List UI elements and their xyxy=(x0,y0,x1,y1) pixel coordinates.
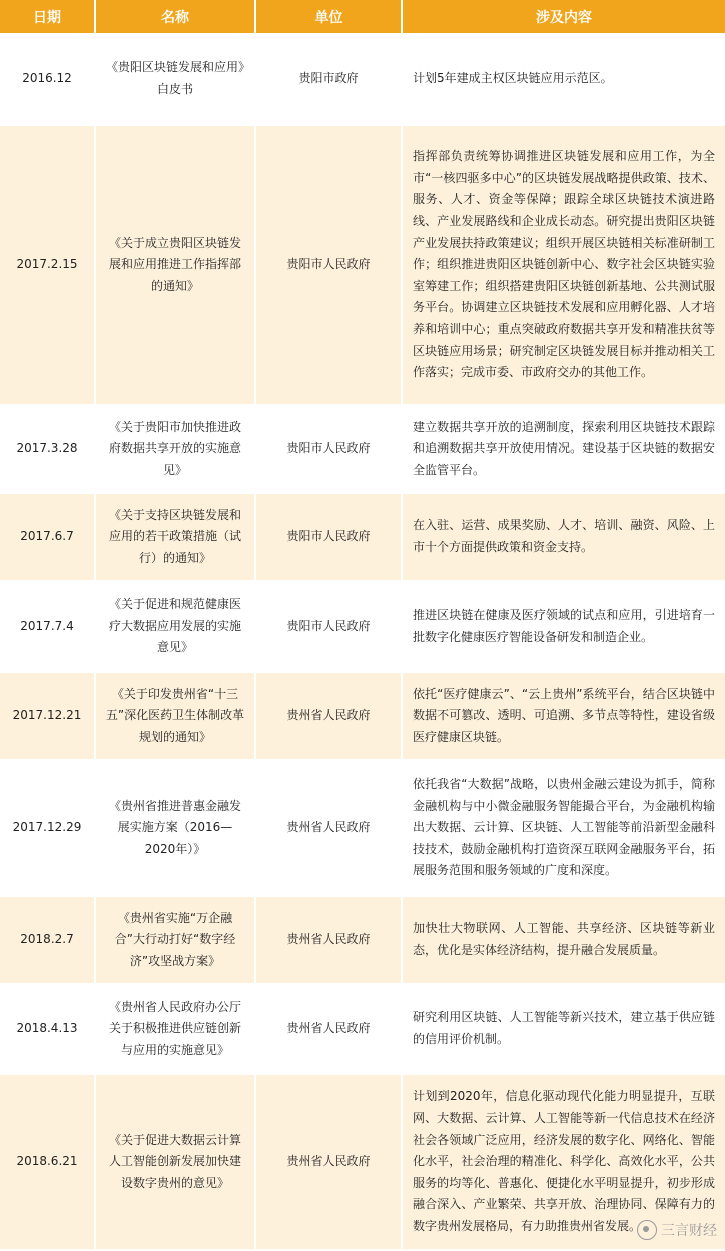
table-row xyxy=(0,581,725,672)
row-date: 2018.2.7 xyxy=(0,896,95,984)
row-name: 《关于成立贵阳区块链发展和应用推进工作指挥部的通知》 xyxy=(95,125,255,405)
header-date: 日期 xyxy=(0,0,95,33)
row-org: 贵州省人民政府 xyxy=(255,672,402,760)
row-org: 贵州省人民政府 xyxy=(255,896,402,984)
row-org: 贵阳市政府 xyxy=(255,33,402,125)
table-header xyxy=(0,0,725,33)
row-content: 计划5年建成主权区块链应用示范区。 xyxy=(402,33,725,125)
watermark xyxy=(637,1220,717,1240)
row-org: 贵阳市人民政府 xyxy=(255,125,402,405)
table-row xyxy=(0,125,725,405)
table-row xyxy=(0,33,725,125)
row-name: 《关于印发贵州省“十三五”深化医药卫生体制改革规划的通知》 xyxy=(95,672,255,760)
row-org: 贵州省人民政府 xyxy=(255,1074,402,1250)
row-date: 2017.3.28 xyxy=(0,405,95,493)
table-row xyxy=(0,405,725,493)
row-name: 《贵州省推进普惠金融发展实施方案（2016—2020年）》 xyxy=(95,760,255,896)
table-row xyxy=(0,984,725,1074)
table-row xyxy=(0,760,725,896)
row-content: 指挥部负责统筹协调推进区块链发展和应用工作，为全市“一核四驱多中心”的区块链发展战略提供政策、技术、服务、人才、资金等保障；跟踪全球区块链技术演进路线、产业发展路线和企业成长动态。研究提出贵阳区块链产业发展扶持政策建议；组织开展区块链相关标准研制工作；组织推进贵阳区块链创新中心、数字社会区块链实验室筹建工作；组织搭建贵阳区块链创新基地、公共测试服务平台。协调建立区块链技术发展和应用孵化器、人才培养和培训中心；重点突破政府数据共享开发和精准扶贫等区块链应用场景；研究制定区块链发展目标并推动相关工作落实；完成市委、市政府交办的其他工作。 xyxy=(402,125,725,405)
row-name: 《关于促进大数据云计算人工智能创新发展加快建设数字贵州的意见》 xyxy=(95,1074,255,1250)
header-org: 单位 xyxy=(255,0,402,33)
row-date: 2017.6.7 xyxy=(0,493,95,581)
table-row xyxy=(0,896,725,984)
row-date: 2017.2.15 xyxy=(0,125,95,405)
row-content: 推进区块链在健康及医疗领域的试点和应用，引进培育一批数字化健康医疗智能设备研发和制造企业。 xyxy=(402,581,725,672)
row-org: 贵阳市人民政府 xyxy=(255,581,402,672)
row-content: 研究利用区块链、人工智能等新兴技术，建立基于供应链的信用评价机制。 xyxy=(402,984,725,1074)
row-org: 贵阳市人民政府 xyxy=(255,493,402,581)
row-content: 加快壮大物联网、人工智能、共享经济、区块链等新业态，优化是实体经济结构，提升融合发展质量。 xyxy=(402,896,725,984)
row-content: 计划到2020年，信息化驱动现代化能力明显提升，互联网、大数据、云计算、人工智能等新一代信息技术在经济社会各领域广泛应用，经济发展的数字化、网络化、智能化水平，社会治理的精准化、科学化、高效化水平，公共服务的均等化、普惠化、便捷化水平明显提升，初步形成融合深入、产业繁荣、共享开放、治理协同、保障有力的数字贵州发展格局，有力助推贵州省发展。 xyxy=(402,1074,725,1250)
table-row xyxy=(0,493,725,581)
table-row xyxy=(0,672,725,760)
row-content: 依托“医疗健康云”、“云上贵州”系统平台，结合区块链中数据不可篡改、透明、可追溯、多节点等特性，建设省级医疗健康区块链。 xyxy=(402,672,725,760)
watermark-text: 三言财经 xyxy=(661,1223,717,1239)
row-name: 《关于贵阳市加快推进政府数据共享开放的实施意见》 xyxy=(95,405,255,493)
table-row xyxy=(0,1074,725,1250)
row-content: 依托我省“大数据”战略，以贵州金融云建设为抓手，简称金融机构与中小微金融服务智能撮合平台，为金融机构输出大数据、云计算、区块链、人工智能等前沿新型金融科技技术，鼓励金融机构打造资深互联网金融服务平台，拓展服务范围和服务领域的广度和深度。 xyxy=(402,760,725,896)
row-content: 在入驻、运营、成果奖励、人才、培训、融资、风险、上市十个方面提供政策和资金支持。 xyxy=(402,493,725,581)
wechat-account-icon xyxy=(637,1220,657,1240)
row-date: 2016.12 xyxy=(0,33,95,125)
row-name: 《贵州省人民政府办公厅关于积极推进供应链创新与应用的实施意见》 xyxy=(95,984,255,1074)
row-date: 2017.12.21 xyxy=(0,672,95,760)
header-name: 名称 xyxy=(95,0,255,33)
header-content: 涉及内容 xyxy=(402,0,725,33)
row-content: 建立数据共享开放的追溯制度，探索利用区块链技术跟踪和追溯数据共享开放使用情况。建设基于区块链的数据安全监管平台。 xyxy=(402,405,725,493)
row-name: 《贵州省实施“万企融合”大行动打好“数字经济”攻坚战方案》 xyxy=(95,896,255,984)
row-date: 2018.4.13 xyxy=(0,984,95,1074)
row-name: 《贵阳区块链发展和应用》白皮书 xyxy=(95,33,255,125)
row-org: 贵州省人民政府 xyxy=(255,760,402,896)
row-date: 2017.12.29 xyxy=(0,760,95,896)
row-date: 2018.6.21 xyxy=(0,1074,95,1250)
row-org: 贵阳市人民政府 xyxy=(255,405,402,493)
row-name: 《关于促进和规范健康医疗大数据应用发展的实施意见》 xyxy=(95,581,255,672)
row-name: 《关于支持区块链发展和应用的若干政策措施（试行）的通知》 xyxy=(95,493,255,581)
row-date: 2017.7.4 xyxy=(0,581,95,672)
row-org: 贵州省人民政府 xyxy=(255,984,402,1074)
